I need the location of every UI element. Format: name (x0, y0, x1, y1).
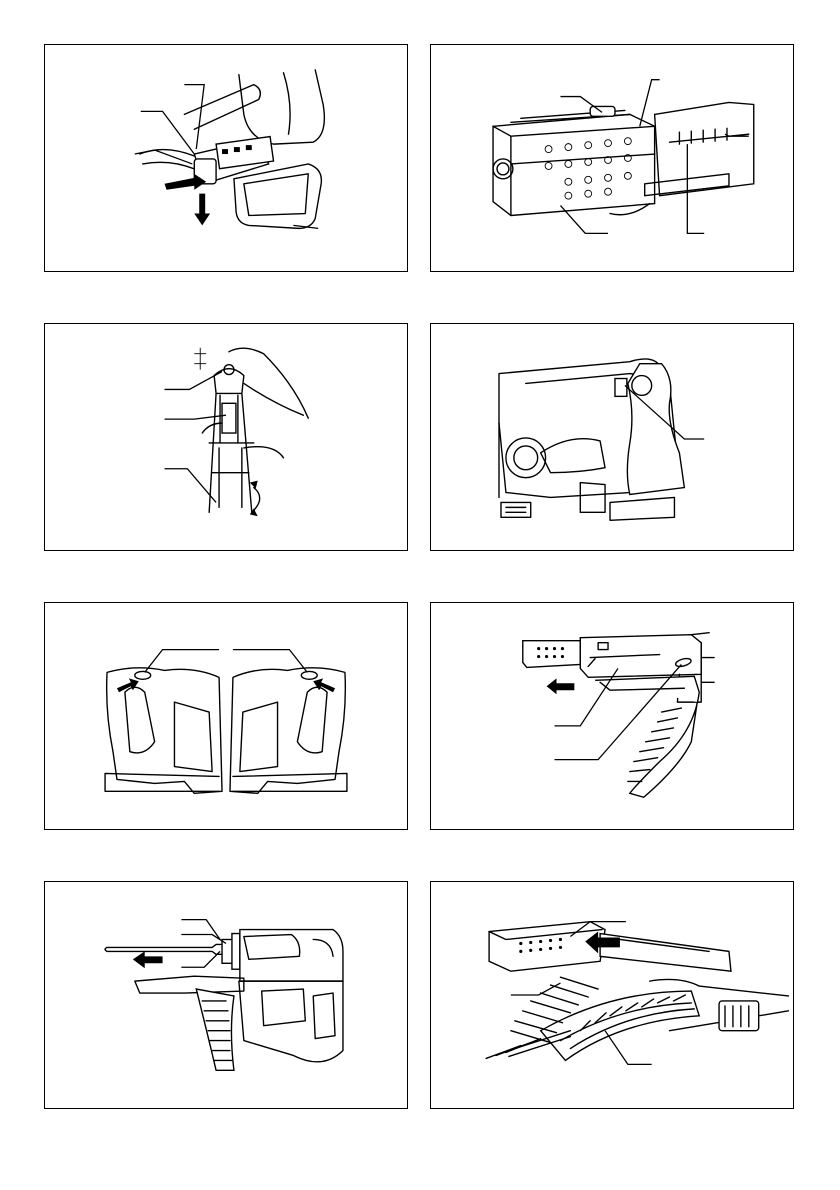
screw-feeder-illustration (431, 45, 793, 271)
tool-side-illustration (431, 324, 793, 550)
figure-2-screw-feeder (430, 44, 794, 272)
housing-buttons-illustration (45, 603, 407, 829)
figure-8-screw-loading (430, 881, 794, 1109)
figure-7-bit-insertion (44, 881, 408, 1109)
figure-1-battery-removal (44, 44, 408, 272)
figure-5-housing-buttons (44, 602, 408, 830)
battery-removal-illustration (45, 45, 407, 271)
figure-4-tool-side (430, 323, 794, 551)
figure-3-depth-adjustment (44, 323, 408, 551)
bit-insertion-illustration (45, 882, 407, 1108)
screw-loading-illustration (431, 882, 793, 1108)
feeder-removal-illustration (431, 603, 793, 829)
figure-6-feeder-removal (430, 602, 794, 830)
depth-adjustment-illustration (45, 324, 407, 550)
